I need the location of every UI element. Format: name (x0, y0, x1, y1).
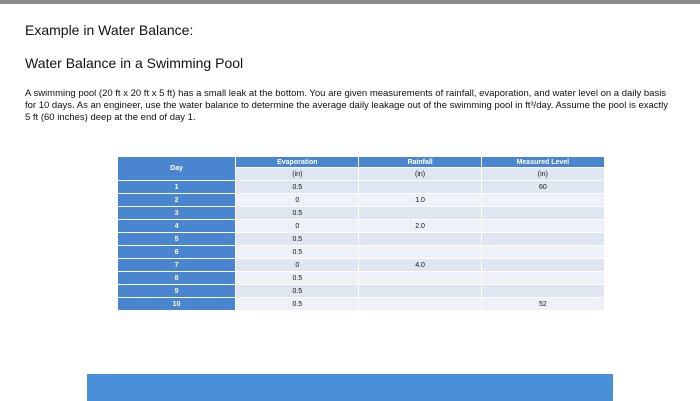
slide-subtitle: Water Balance in a Swimming Pool (25, 55, 244, 71)
rainfall-cell (359, 298, 480, 310)
day-cell: 8 (118, 272, 235, 284)
evaporation-cell: 0 (236, 220, 358, 232)
measured-level-header: Measured Level (482, 157, 604, 167)
rainfall-cell (359, 181, 480, 193)
rainfall-cell: 1.0 (359, 194, 480, 206)
top-border (0, 0, 700, 4)
rainfall-header: Rainfall (359, 157, 480, 167)
evaporation-unit: (in) (236, 168, 358, 180)
measured-level-cell (482, 246, 604, 258)
day-cell: 3 (118, 207, 235, 219)
rainfall-cell: 4.0 (359, 259, 480, 271)
day-cell: 5 (118, 233, 235, 245)
rainfall-cell (359, 272, 480, 284)
evaporation-cell: 0.5 (236, 181, 358, 193)
rainfall-cell (359, 285, 480, 297)
water-balance-table (117, 156, 605, 311)
problem-statement: A swimming pool (20 ft x 20 ft x 5 ft) has a small leak at the bottom. You are given measurements of rainfall, evaporation, and water level on a daily basis for 10 days. As an engineer, use the water balance to determine the average daily leakage out of the swimming pool in ft³/day. Assume the pool is exactly 5 ft (60 inches) deep at the end of day 1. (25, 88, 669, 123)
table-row (118, 285, 604, 297)
slide-title: Example in Water Balance: (25, 22, 194, 38)
measured-level-cell (482, 233, 604, 245)
rainfall-cell: 2.0 (359, 220, 480, 232)
table-row (118, 220, 604, 232)
day-cell: 6 (118, 246, 235, 258)
bottom-bar (87, 374, 613, 401)
evaporation-cell: 0.5 (236, 233, 358, 245)
table-row (118, 259, 604, 271)
day-cell: 10 (118, 298, 235, 310)
measured-level-cell (482, 207, 604, 219)
day-cell: 1 (118, 181, 235, 193)
table-row (118, 207, 604, 219)
measured-level-cell (482, 259, 604, 271)
evaporation-cell: 0 (236, 194, 358, 206)
evaporation-cell: 0.5 (236, 246, 358, 258)
day-cell: 9 (118, 285, 235, 297)
measured-level-cell: 52 (482, 298, 604, 310)
measured-level-unit: (in) (482, 168, 604, 180)
evaporation-cell: 0.5 (236, 272, 358, 284)
evaporation-cell: 0.5 (236, 298, 358, 310)
day-header: Day (118, 157, 235, 180)
rainfall-cell (359, 246, 480, 258)
measured-level-cell (482, 194, 604, 206)
table-row (118, 246, 604, 258)
day-cell: 2 (118, 194, 235, 206)
measured-level-cell (482, 285, 604, 297)
evaporation-cell: 0.5 (236, 207, 358, 219)
day-cell: 7 (118, 259, 235, 271)
rainfall-unit: (in) (359, 168, 480, 180)
table-row (118, 233, 604, 245)
table-row (118, 181, 604, 193)
measured-level-cell: 60 (482, 181, 604, 193)
table-row (118, 194, 604, 206)
evaporation-header: Evaporation (236, 157, 358, 167)
measured-level-cell (482, 220, 604, 232)
evaporation-cell: 0.5 (236, 285, 358, 297)
table-row (118, 298, 604, 310)
evaporation-cell: 0 (236, 259, 358, 271)
day-cell: 4 (118, 220, 235, 232)
rainfall-cell (359, 233, 480, 245)
rainfall-cell (359, 207, 480, 219)
table-row (118, 272, 604, 284)
measured-level-cell (482, 272, 604, 284)
